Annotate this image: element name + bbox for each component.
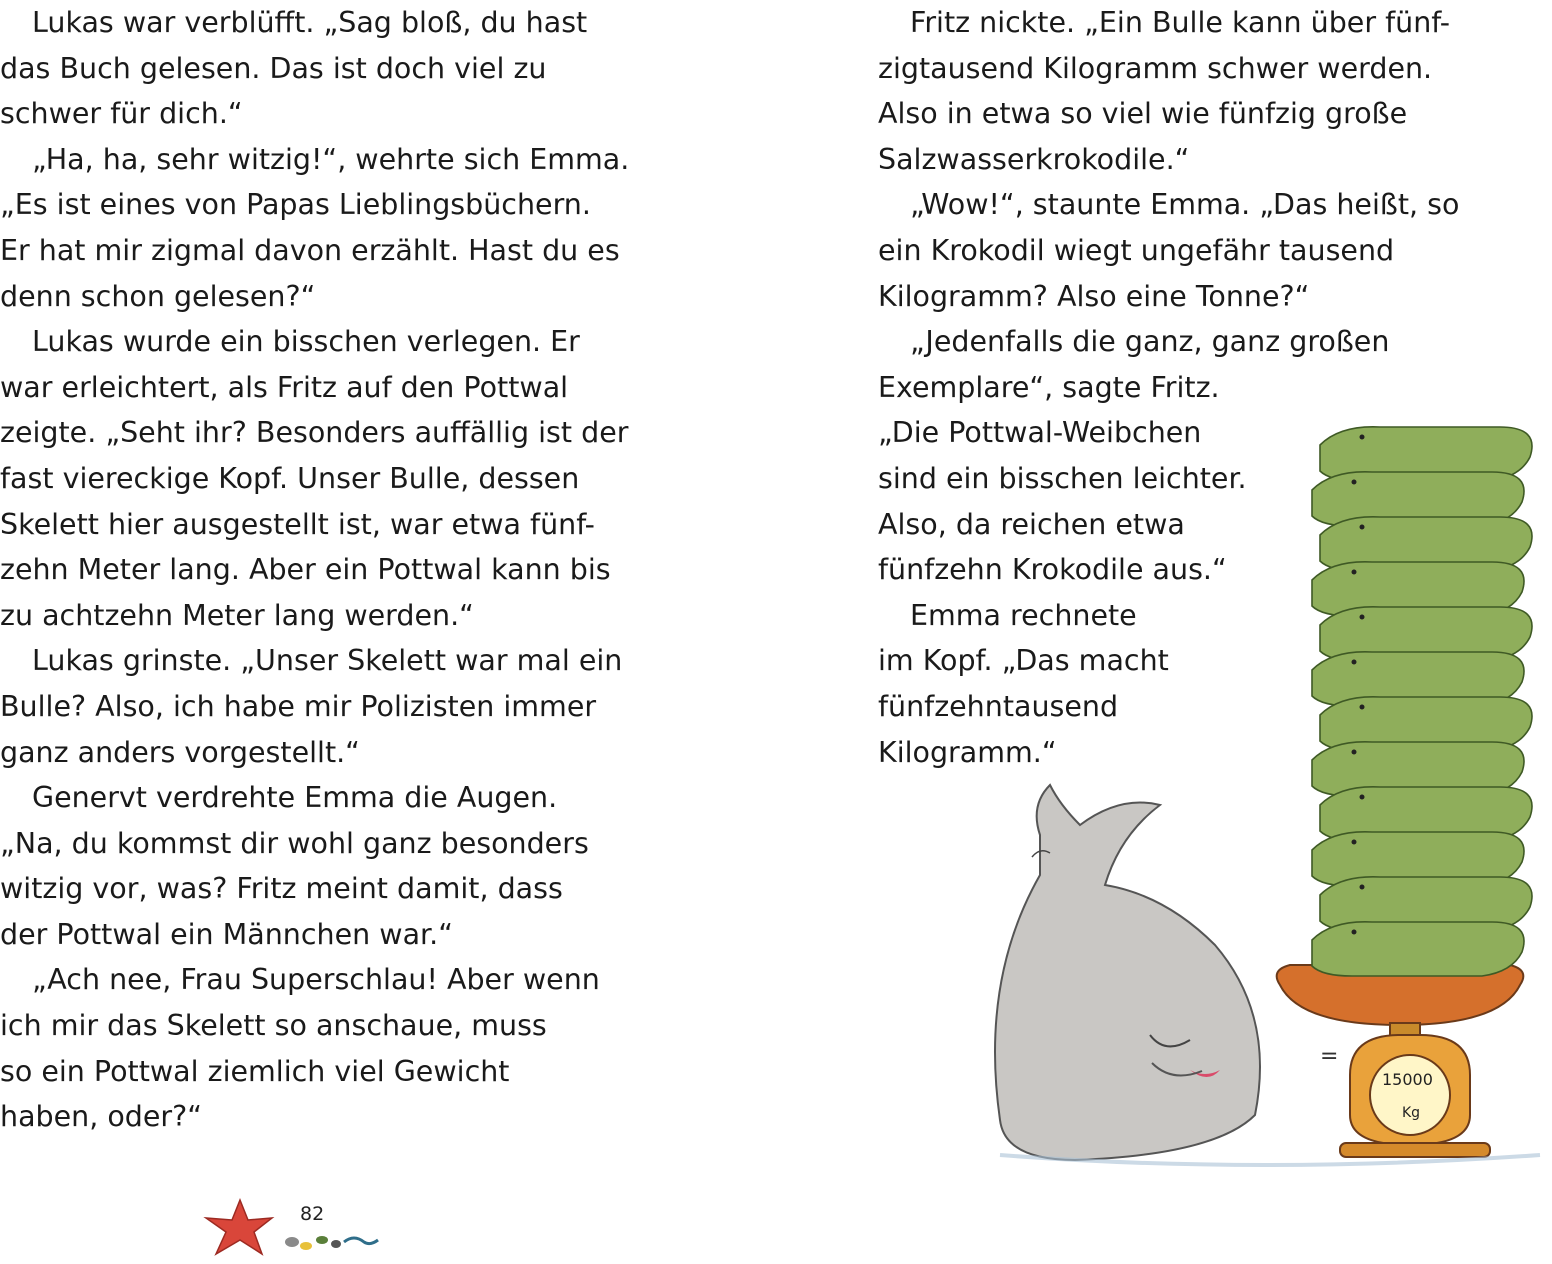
scale-icon: [1277, 965, 1524, 1157]
right_page-line: zigtausend Kilogramm schwer werden.: [878, 51, 1433, 85]
right_page-line: Fritz nickte. „Ein Bulle kann über fünf-: [910, 6, 1451, 39]
left_page-line: ganz anders vorgestellt.“: [0, 735, 360, 769]
whale-vs-crocodiles-illustration: [990, 395, 1550, 1195]
crocodile-eye-icon: [1352, 570, 1357, 575]
crocodile-eye-icon: [1352, 840, 1357, 845]
right_page-line: ein Krokodil wiegt ungefähr tausend: [878, 233, 1395, 267]
scale-unit: Kg: [1402, 1105, 1421, 1121]
left_page-line: zeigte. „Seht ihr? Besonders auffällig ist der: [0, 416, 629, 450]
left_page-line: Bulle? Also, ich habe mir Polizisten immer: [0, 689, 597, 723]
left_page-line: das Buch gelesen. Das ist doch viel zu: [0, 51, 547, 85]
crocodile-eye-icon: [1360, 615, 1365, 620]
left_page-line: war erleichtert, als Fritz auf den Pottwal: [0, 370, 569, 404]
crocodile-eye-icon: [1360, 795, 1365, 800]
left_page-line: Skelett hier ausgestellt ist, war etwa fünf-: [0, 507, 595, 541]
right_page-line: „Die Pottwal-Weibchen: [878, 416, 1202, 450]
whale-icon: [995, 785, 1260, 1160]
left_page-line: ich mir das Skelett so anschaue, muss: [0, 1009, 547, 1043]
crocodile-eye-icon: [1360, 525, 1365, 530]
crocodile-stack: [1312, 427, 1532, 976]
left_page-line: haben, oder?“: [0, 1100, 203, 1134]
right_page-line: „Wow!“, staunte Emma. „Das heißt, so: [910, 188, 1460, 222]
equals-sign: =: [1320, 1044, 1339, 1069]
right_page-line: Kilogramm? Also eine Tonne?“: [878, 279, 1310, 313]
crocodile-eye-icon: [1352, 930, 1357, 935]
right_page-line: fünfzehn Krokodile aus.“: [878, 553, 1227, 587]
right_page-line: im Kopf. „Das macht: [878, 644, 1169, 678]
left_page-line: „Na, du kommst dir wohl ganz besonders: [0, 826, 589, 860]
left_page-line: witzig vor, was? Fritz meint damit, dass: [0, 872, 563, 906]
left_page-line: zehn Meter lang. Aber ein Pottwal kann bis: [0, 553, 611, 587]
left_page-line: so ein Pottwal ziemlich viel Gewicht: [0, 1054, 510, 1088]
crocodile-eye-icon: [1352, 480, 1357, 485]
left_page-line: schwer für dich.“: [0, 97, 243, 131]
crocodile-eye-icon: [1352, 750, 1357, 755]
crocodile-eye-icon: [1360, 885, 1365, 890]
left_page-line: denn schon gelesen?“: [0, 279, 316, 313]
crocodile-icon: [1312, 922, 1524, 976]
right_page-line: Also, da reichen etwa: [878, 507, 1185, 541]
right_page-line: Exemplare“, sagte Fritz.: [878, 370, 1220, 404]
right_page-line: Salzwasserkrokodile.“: [878, 142, 1190, 176]
left_page-line: der Pottwal ein Männchen war.“: [0, 917, 453, 951]
left_page-line: Lukas grinste. „Unser Skelett war mal ein: [32, 644, 623, 678]
left_page-line: fast viereckige Kopf. Unser Bulle, dessen: [0, 461, 580, 495]
right_page-line: Kilogramm.“: [878, 735, 1057, 769]
left_page-line: „Es ist eines von Papas Lieblingsbüchern.: [0, 188, 591, 222]
right_page-line: sind ein bisschen leichter.: [878, 461, 1247, 495]
right_page-line: „Jedenfalls die ganz, ganz großen: [910, 325, 1390, 359]
crocodile-eye-icon: [1352, 660, 1357, 665]
left-page: [0, 0, 700, 1264]
right_page-line: fünfzehntausend: [878, 689, 1119, 723]
crocodile-eye-icon: [1360, 435, 1365, 440]
pebbles-decoration-icon: [282, 1228, 382, 1254]
page-number: 82: [300, 1203, 325, 1225]
left_page-line: Er hat mir zigmal davon erzählt. Hast du es: [0, 233, 620, 267]
left_page-line: Lukas war verblüfft. „Sag bloß, du hast: [32, 6, 588, 39]
left_page-line: „Ha, ha, sehr witzig!“, wehrte sich Emma.: [32, 142, 630, 176]
left-page-text: [0, 0, 629, 1140]
left_page-line: Genervt verdrehte Emma die Augen.: [32, 781, 558, 815]
starfish-icon: [200, 1196, 280, 1260]
crocodile-eye-icon: [1360, 705, 1365, 710]
right_page-line: Also in etwa so viel wie fünfzig große: [878, 97, 1408, 131]
scale-reading: 15000: [1382, 1070, 1433, 1089]
left_page-line: „Ach nee, Frau Superschlau! Aber wenn: [32, 963, 600, 997]
right_page-line: Emma rechnete: [910, 598, 1137, 632]
left_page-line: zu achtzehn Meter lang werden.“: [0, 598, 474, 632]
left_page-line: Lukas wurde ein bisschen verlegen. Er: [32, 325, 580, 359]
